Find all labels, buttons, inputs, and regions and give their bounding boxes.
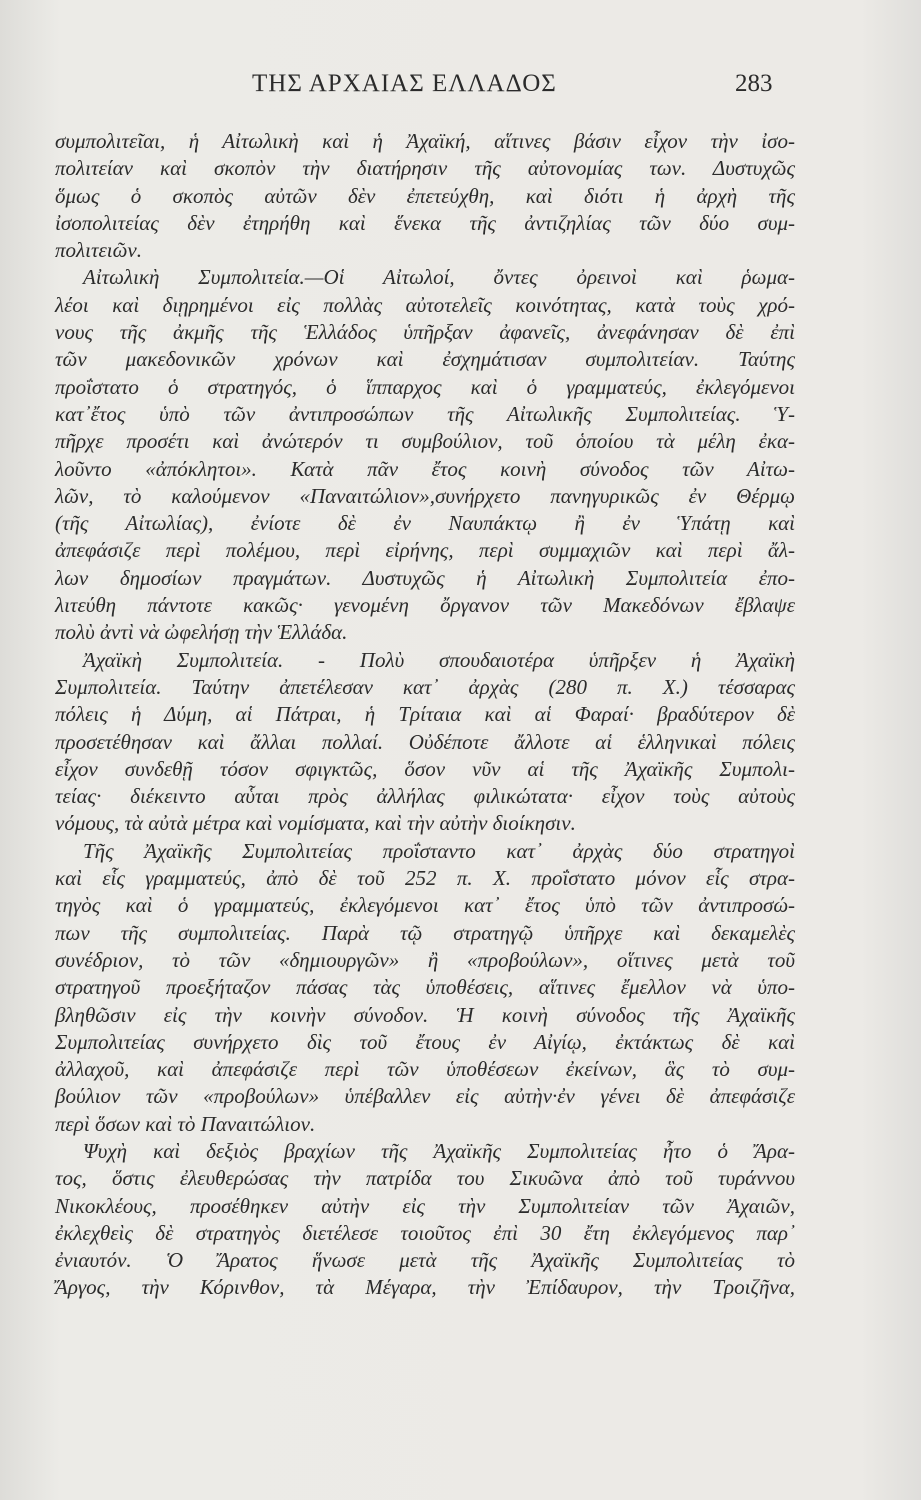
text-line: βούλιον τῶν «προβούλων» ὑπέβαλλεν εἰς αὐτὴν·ἐν γένει δὲ ἀπεφάσιζε — [55, 1084, 795, 1109]
text-line: λιτεύθη πάντοτε κακῶς· γενομένη ὄργανον τῶν Μακεδόνων ἔβλαψε — [55, 593, 795, 618]
text-line: ἐκλεχθεὶς δὲ στρατηγὸς διετέλεσε τοιοῦτος ἐπὶ 30 ἔτη ἐκλεγόμενος παρ᾽ — [55, 1220, 795, 1245]
text-line: βληθῶσιν εἰς τὴν κοινὴν σύνοδον. Ἡ κοινὴ σύνοδος τῆς Ἀχαϊκῆς — [55, 1002, 795, 1027]
text-line: τῶν μακεδονικῶν χρόνων καὶ ἐσχημάτισαν συμπολιτείαν. Ταύτης — [55, 347, 795, 372]
text-line: πολιτείαν καὶ σκοπὸν τὴν διατήρησιν τῆς αὐτονομίας των. Δυστυχῶς — [55, 156, 795, 181]
text-line: συνέδριον, τὸ τῶν «δημιουργῶν» ἢ «προβούλων», οἵτινες μετὰ τοῦ — [55, 947, 795, 972]
text-line: (τῆς Αἰτωλίας), ἐνίοτε δὲ ἐν Ναυπάκτῳ ἢ ἐν Ὑπάτῃ καὶ — [55, 511, 795, 536]
text-line: πολιτειῶν. — [55, 238, 142, 263]
text-line: Συμπολιτεία. Ταύτην ἀπετέλεσαν κατ᾽ ἀρχὰς (280 π. Χ.) τέσσαρας — [55, 674, 795, 699]
text-line: ἀλλαχοῦ, καὶ ἀπεφάσιζε περὶ τῶν ὑποθέσεων ἐκείνων, ἃς τὸ συμ- — [55, 1057, 795, 1082]
text-line: προΐστατο ὁ στρατηγός, ὁ ἵππαρχος καὶ ὁ γραμματεύς, ἐκλεγόμενοι — [55, 374, 795, 399]
text-line: τος, ὅστις ἐλευθερώσας τὴν πατρίδα του Σικυῶνα ἀπὸ τοῦ τυράννου — [55, 1166, 795, 1191]
text-line: περὶ ὅσων καὶ τὸ Παναιτώλιον. — [55, 1111, 316, 1136]
text-line: τηγὸς καὶ ὁ γραμματεύς, ἐκλεγόμενοι κατ᾽ ἔτος ὑπὸ τῶν ἀντιπροσώ- — [55, 893, 795, 918]
text-line: κατ᾽ἔτος ὑπὸ τῶν ἀντιπροσώπων τῆς Αἰτωλικῆς Συμπολιτείας. Ὑ- — [55, 401, 795, 426]
text-line: πων τῆς συμπολιτείας. Παρὰ τῷ στρατηγῷ ὑπῆρχε καὶ δεκαμελὲς — [55, 920, 795, 945]
text-line: συμπολιτεῖαι, ἡ Αἰτωλικὴ καὶ ἡ Ἀχαϊκή, αἵτινες βάσιν εἶχον τὴν ἰσο- — [55, 129, 795, 153]
text-line: λων δημοσίων πραγμάτων. Δυστυχῶς ἡ Αἰτωλικὴ Συμπολιτεία ἐπο- — [55, 565, 795, 590]
text-line: ἐνιαυτόν. Ὁ Ἄρατος ἥνωσε μετὰ τῆς Ἀχαϊκῆς Συμπολιτείας τὸ — [55, 1248, 795, 1273]
page-number: 283 — [735, 70, 773, 97]
text-line: νόμους, τὰ αὐτὰ μέτρα καὶ νομίσματα, καὶ τὴν αὐτὴν διοίκησιν. — [55, 811, 576, 836]
text-line: πῆρχε προσέτι καὶ ἀνώτερόν τι συμβούλιον, τοῦ ὁποίου τὰ μέλη ἐκα- — [55, 429, 795, 454]
text-line: νους τῆς ἀκμῆς τῆς Ἑλλάδος ὑπῆρξαν ἀφανεῖς, ἀνεφάνησαν δὲ ἐπὶ — [55, 320, 795, 345]
text-line: ἰσοπολιτείας δὲν ἐτηρήθη καὶ ἕνεκα τῆς ἀντιζηλίας τῶν δύο συμ- — [55, 210, 795, 235]
text-line: ὅμως ὁ σκοπὸς αὐτῶν δὲν ἐπετεύχθη, καὶ διότι ἡ ἀρχὴ τῆς — [55, 183, 795, 208]
text-line: λέοι καὶ διῃρημένοι εἰς πολλὰς αὐτοτελεῖς κοινότητας, κατὰ τοὺς χρό- — [55, 292, 795, 317]
text-line: Ψυχὴ καὶ δεξιὸς βραχίων τῆς Ἀχαϊκῆς Συμπολιτείας ἦτο ὁ Ἄρα- — [83, 1138, 795, 1163]
text-line: εἶχον συνδεθῇ τόσον σφιγκτῶς, ὅσον νῦν αἱ τῆς Ἀχαϊκῆς Συμπολι- — [55, 756, 795, 781]
text-line: προσετέθησαν καὶ ἄλλαι πολλαί. Οὐδέποτε ἄλλοτε αἱ ἑλληνικαὶ πόλεις — [55, 729, 795, 754]
text-line: Τῆς Ἀχαϊκῆς Συμπολιτείας προΐσταντο κατ᾽ ἀρχὰς δύο στρατηγοὶ — [83, 838, 795, 863]
text-line: λοῦντο «ἀπόκλητοι». Κατὰ πᾶν ἔτος κοινὴ σύνοδος τῶν Αἰτω- — [55, 456, 795, 481]
text-line: στρατηγοῦ προεξήταζον πάσας τὰς ὑποθέσεις, αἵτινες ἔμελλον νὰ ὑπο- — [55, 975, 795, 1000]
section-heading-aetolian: Αἰτωλικὴ Συμπολιτεία.—Οἱ Αἰτωλοί, ὄντες ὀρεινοὶ καὶ ῥωμα- — [83, 265, 795, 290]
text-line: καὶ εἷς γραμματεύς, ἀπὸ δὲ τοῦ 252 π. Χ. προΐστατο μόνον εἷς στρα- — [55, 866, 795, 891]
text-line: πολὺ ἀντὶ νὰ ὠφελήσῃ τὴν Ἑλλάδα. — [55, 620, 348, 645]
page-header — [0, 70, 921, 104]
body-text — [55, 128, 795, 1302]
text-line: Συμπολιτείας συνήρχετο δὶς τοῦ ἔτους ἐν Αἰγίῳ, ἐκτάκτως δὲ καὶ — [55, 1029, 795, 1054]
text-line: Νικοκλέους, προσέθηκεν αὐτὴν εἰς τὴν Συμπολιτείαν τῶν Ἀχαιῶν, — [55, 1193, 795, 1218]
running-head: ΤΗΣ ΑΡΧΑΙΑΣ ΕΛΛΑΔΟΣ — [252, 70, 557, 97]
text-line: ἀπεφάσιζε περὶ πολέμου, περὶ εἰρήνης, περὶ συμμαχιῶν καὶ περὶ ἄλ- — [55, 538, 795, 563]
text-line: λῶν, τὸ καλούμενον «Παναιτώλιον»,συνήρχετο πανηγυρικῶς ἐν Θέρμῳ — [55, 483, 795, 508]
text-line: πόλεις ἡ Δύμη, αἱ Πάτραι, ἡ Τρίταια καὶ αἱ Φαραί· βραδύτερον δὲ — [55, 702, 795, 727]
text-line: τείας· διέκειντο αὗται πρὸς ἀλλήλας φιλικώτατα· εἶχον τοὺς αὐτοὺς — [55, 784, 795, 809]
text-line: Ἄργος, τὴν Κόρινθον, τὰ Μέγαρα, τὴν Ἐπίδαυρον, τὴν Τροιζῆνα, — [55, 1275, 795, 1300]
section-heading-achaean: Ἀχαϊκὴ Συμπολιτεία. - Πολὺ σπουδαιοτέρα ὑπῆρξεν ἡ Ἀχαϊκὴ — [83, 647, 795, 672]
